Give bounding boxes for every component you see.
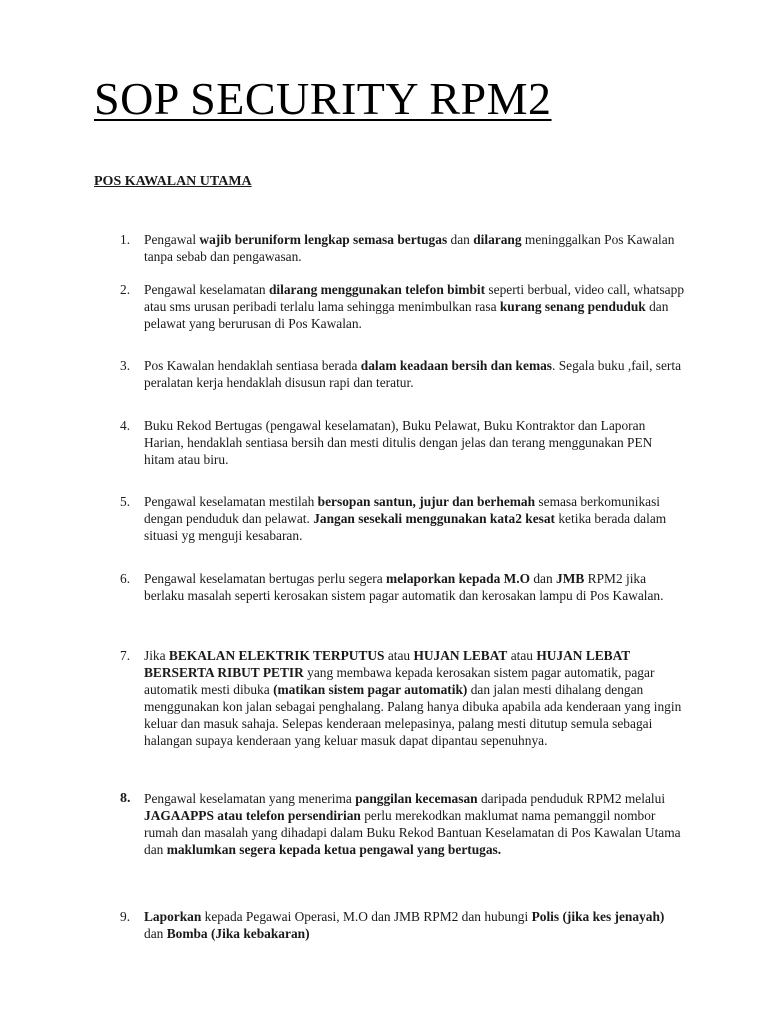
body-text: Buku Rekod Bertugas (pengawal keselamatan), Buku Pelawat, Buku Kontraktor dan Laporan Harian, hendaklah sentiasa bersih dan mesti ditulis dengan jelas dan terang menggunakan PEN hitam atau biru. xyxy=(144,418,653,467)
list-item-text xyxy=(144,790,686,858)
body-text: Pengawal keselamatan yang menerima xyxy=(144,791,356,806)
body-text: atau xyxy=(384,648,414,663)
emphasis-text: Laporkan xyxy=(144,909,202,924)
emphasis-text: wajib beruniform lengkap semasa bertugas xyxy=(199,232,448,247)
body-text: dan pelawat yang berurusan di Pos Kawalan. xyxy=(144,299,669,331)
list-item-number: 1. xyxy=(120,232,131,247)
list-item-number: 9. xyxy=(120,909,131,924)
emphasis-text: panggilan kecemasan xyxy=(355,791,478,806)
body-text: Pengawal keselamatan bertugas perlu segera xyxy=(144,571,387,586)
list-item-text xyxy=(144,357,686,391)
section-heading: POS KAWALAN UTAMA xyxy=(94,174,252,189)
list-item-text xyxy=(144,417,686,468)
emphasis-text: HUJAN LEBAT BERSERTA RIBUT PETIR xyxy=(144,648,630,680)
body-text: seperti berbual, video call, whatsapp atau sms urusan peribadi terlalu lama sehingga menimbulkan rasa xyxy=(144,282,685,314)
emphasis-text: bersopan santun, jujur dan berhemah xyxy=(317,494,536,509)
body-text: dan xyxy=(447,232,474,247)
list-item xyxy=(94,790,686,858)
list-item-text xyxy=(144,570,686,604)
list-item-number: 6. xyxy=(120,571,131,586)
body-text: Pengawal xyxy=(144,232,200,247)
emphasis-text: JAGAAPPS atau telefon persendirian xyxy=(144,808,361,823)
list-item xyxy=(94,281,686,332)
body-text: semasa berkomunikasi dengan penduduk dan pelawat. xyxy=(144,494,661,526)
list-item-text xyxy=(144,281,686,332)
emphasis-text: Bomba (Jika kebakaran) xyxy=(166,926,310,941)
emphasis-text: kurang senang penduduk xyxy=(499,299,646,314)
list-item xyxy=(94,647,686,749)
emphasis-text: JMB xyxy=(556,571,585,586)
emphasis-text: dilarang xyxy=(473,232,522,247)
list-item xyxy=(94,417,686,468)
list-item-number: 5. xyxy=(120,494,131,509)
body-text: perlu merekodkan maklumat nama pemanggil nombor rumah dan masalah yang dihadapi dalam Buku Rekod Bantuan Keselamatan di Pos Kawalan Utama dan xyxy=(144,808,681,857)
body-text: Pos Kawalan hendaklah sentiasa berada xyxy=(144,358,361,373)
list-item xyxy=(94,493,686,544)
list-item-text xyxy=(144,231,686,265)
list-item-number: 8. xyxy=(120,791,131,806)
list-item-text xyxy=(144,493,686,544)
emphasis-text: dilarang menggunakan telefon bimbit xyxy=(268,282,486,297)
body-text: Pengawal keselamatan xyxy=(144,282,269,297)
body-text: dan xyxy=(144,926,167,941)
list-item-number: 4. xyxy=(120,418,131,433)
body-text: atau xyxy=(507,648,537,663)
body-text: dan jalan mesti dihalang dengan menggunakan kon jalan sebagai penghalang. Palang hanya dibuka apabila ada kenderaan yang ingin keluar dan masuk sahaja. Selepas kenderaan melepasinya, palang mesti ditutup semula sebagai halangan supaya kenderaan yang keluar masuk dapat dipantau sepenuhnya. xyxy=(144,682,682,748)
body-text: kepada Pegawai Operasi, M.O dan JMB RPM2 dan hubungi xyxy=(201,909,532,924)
list-item-number: 3. xyxy=(120,358,131,373)
body-text: . Segala buku ,fail, serta peralatan kerja hendaklah disusun rapi dan teratur. xyxy=(144,358,682,390)
emphasis-text: melaporkan kepada M.O xyxy=(386,571,531,586)
document-title: SOP SECURITY RPM2 xyxy=(94,73,552,124)
body-text: yang membawa kepada kerosakan sistem pagar automatik, pagar automatik mesti dibuka xyxy=(144,665,655,697)
emphasis-text: (matikan sistem pagar automatik) xyxy=(273,682,468,697)
emphasis-text: Jangan sesekali menggunakan kata2 kesat xyxy=(313,511,556,526)
list-item-number: 7. xyxy=(120,648,131,663)
list-item-number: 2. xyxy=(120,282,131,297)
body-text: Jika xyxy=(144,648,169,663)
emphasis-text: BEKALAN ELEKTRIK TERPUTUS xyxy=(168,648,385,663)
emphasis-text: maklumkan segera kepada ketua pengawal yang bertugas. xyxy=(166,842,502,857)
body-text: ketika berada dalam situasi yg menguji kesabaran. xyxy=(144,511,667,543)
list-item xyxy=(94,231,686,265)
body-text: Pengawal keselamatan mestilah xyxy=(144,494,318,509)
body-text: meninggalkan Pos Kawalan tanpa sebab dan pengawasan. xyxy=(144,232,675,264)
body-text: RPM2 jika berlaku masalah seperti kerosakan sistem pagar automatik dan kerosakan lampu di Pos Kawalan. xyxy=(144,571,664,603)
body-text: daripada penduduk RPM2 melalui xyxy=(477,791,666,806)
list-item-text xyxy=(144,908,686,942)
emphasis-text: dalam keadaan bersih dan kemas xyxy=(360,358,553,373)
emphasis-text: HUJAN LEBAT xyxy=(413,648,508,663)
list-item xyxy=(94,570,686,604)
list-item xyxy=(94,357,686,391)
list-item-text xyxy=(144,647,686,749)
list-item xyxy=(94,908,686,942)
emphasis-text: Polis (jika kes jenayah) xyxy=(531,909,665,924)
body-text: dan xyxy=(530,571,557,586)
